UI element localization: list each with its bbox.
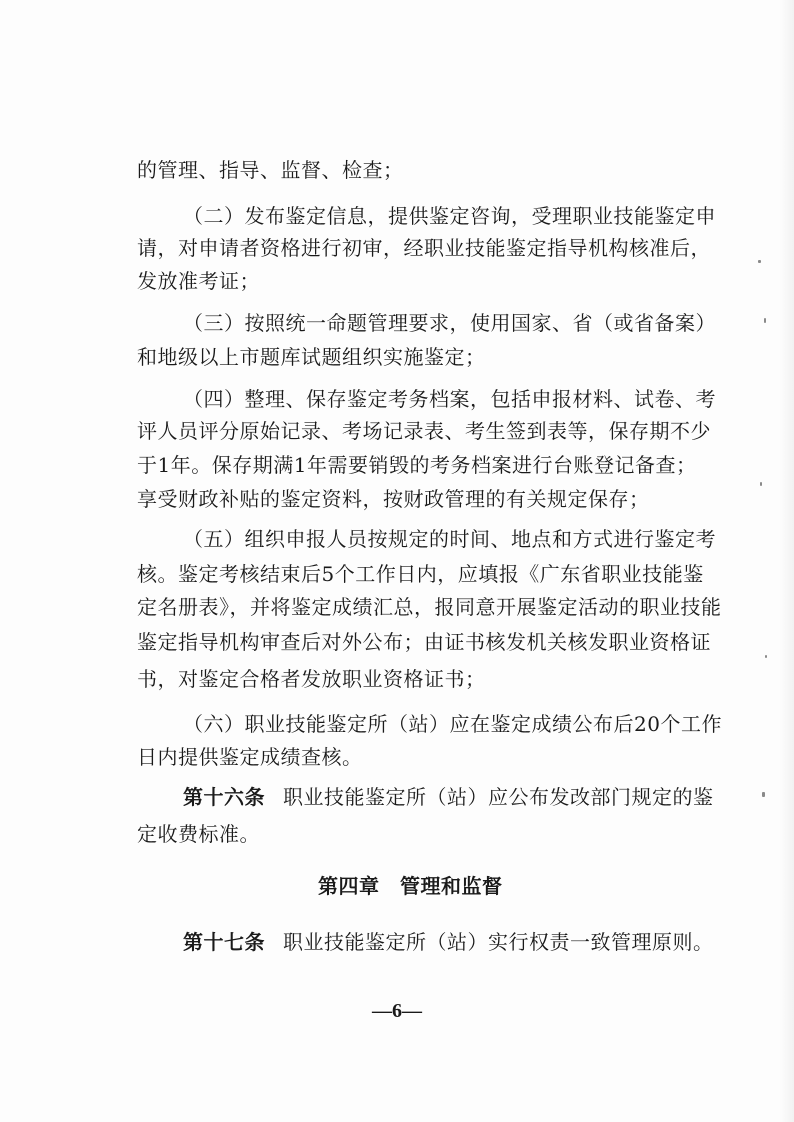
- article-17-text: 职业技能鉴定所（站）实行权责一致管理原则。: [283, 930, 714, 954]
- text-line: （六）职业技能鉴定所（站）应在鉴定成绩公布后20个工作: [183, 712, 722, 736]
- text-line: 的管理、指导、监督、检查；: [137, 158, 404, 182]
- text-line: （四）整理、保存鉴定考务档案，包括申报材料、试卷、考: [183, 387, 716, 411]
- scan-speck: [758, 260, 761, 263]
- text-line: 定收费标准。: [137, 822, 260, 846]
- article-17-line: [183, 928, 714, 956]
- article-17-label: 第十七条: [183, 930, 265, 954]
- scan-speck: [760, 482, 762, 486]
- scan-edge-shadow: [780, 0, 794, 1122]
- text-line: 日内提供鉴定成绩查核。: [137, 745, 363, 769]
- text-line: 评人员评分原始记录、考场记录表、考生签到表等，保存期不少: [137, 419, 711, 443]
- text-line: 于1年。保存期满1年需要销毁的考务档案进行台账登记备查；: [137, 453, 697, 477]
- text-line: （三）按照统一命题管理要求，使用国家、省（或省备案）: [183, 311, 716, 335]
- text-line: 书，对鉴定合格者发放职业资格证书；: [137, 667, 486, 691]
- text-line: 鉴定指导机构审查后对外公布；由证书核发机关核发职业资格证: [137, 630, 711, 654]
- page-number: —6—: [372, 1000, 422, 1022]
- text-line: 定名册表》，并将鉴定成绩汇总，报同意开展鉴定活动的职业技能: [137, 595, 722, 619]
- scan-speck: [764, 318, 766, 323]
- text-line: 核。鉴定考核结束后5个工作日内，应填报《广东省职业技能鉴: [137, 562, 704, 586]
- text-line: 发放准考证；: [137, 269, 260, 293]
- scan-speck: [765, 655, 767, 658]
- chapter-heading: 第四章 管理和监督: [318, 874, 503, 898]
- article-16-line: [183, 783, 714, 811]
- article-16-text: 职业技能鉴定所（站）应公布发改部门规定的鉴: [283, 785, 714, 809]
- text-line: 请，对申请者资格进行初审，经职业技能鉴定指导机构核准后，: [137, 236, 711, 260]
- scan-speck: [762, 792, 765, 797]
- text-line: 和地级以上市题库试题组织实施鉴定；: [137, 345, 486, 369]
- text-line: 享受财政补贴的鉴定资料，按财政管理的有关规定保存；: [137, 487, 650, 511]
- article-16-label: 第十六条: [183, 785, 265, 809]
- text-line: （五）组织申报人员按规定的时间、地点和方式进行鉴定考: [183, 527, 716, 551]
- text-line: （二）发布鉴定信息，提供鉴定咨询，受理职业技能鉴定申: [183, 204, 716, 228]
